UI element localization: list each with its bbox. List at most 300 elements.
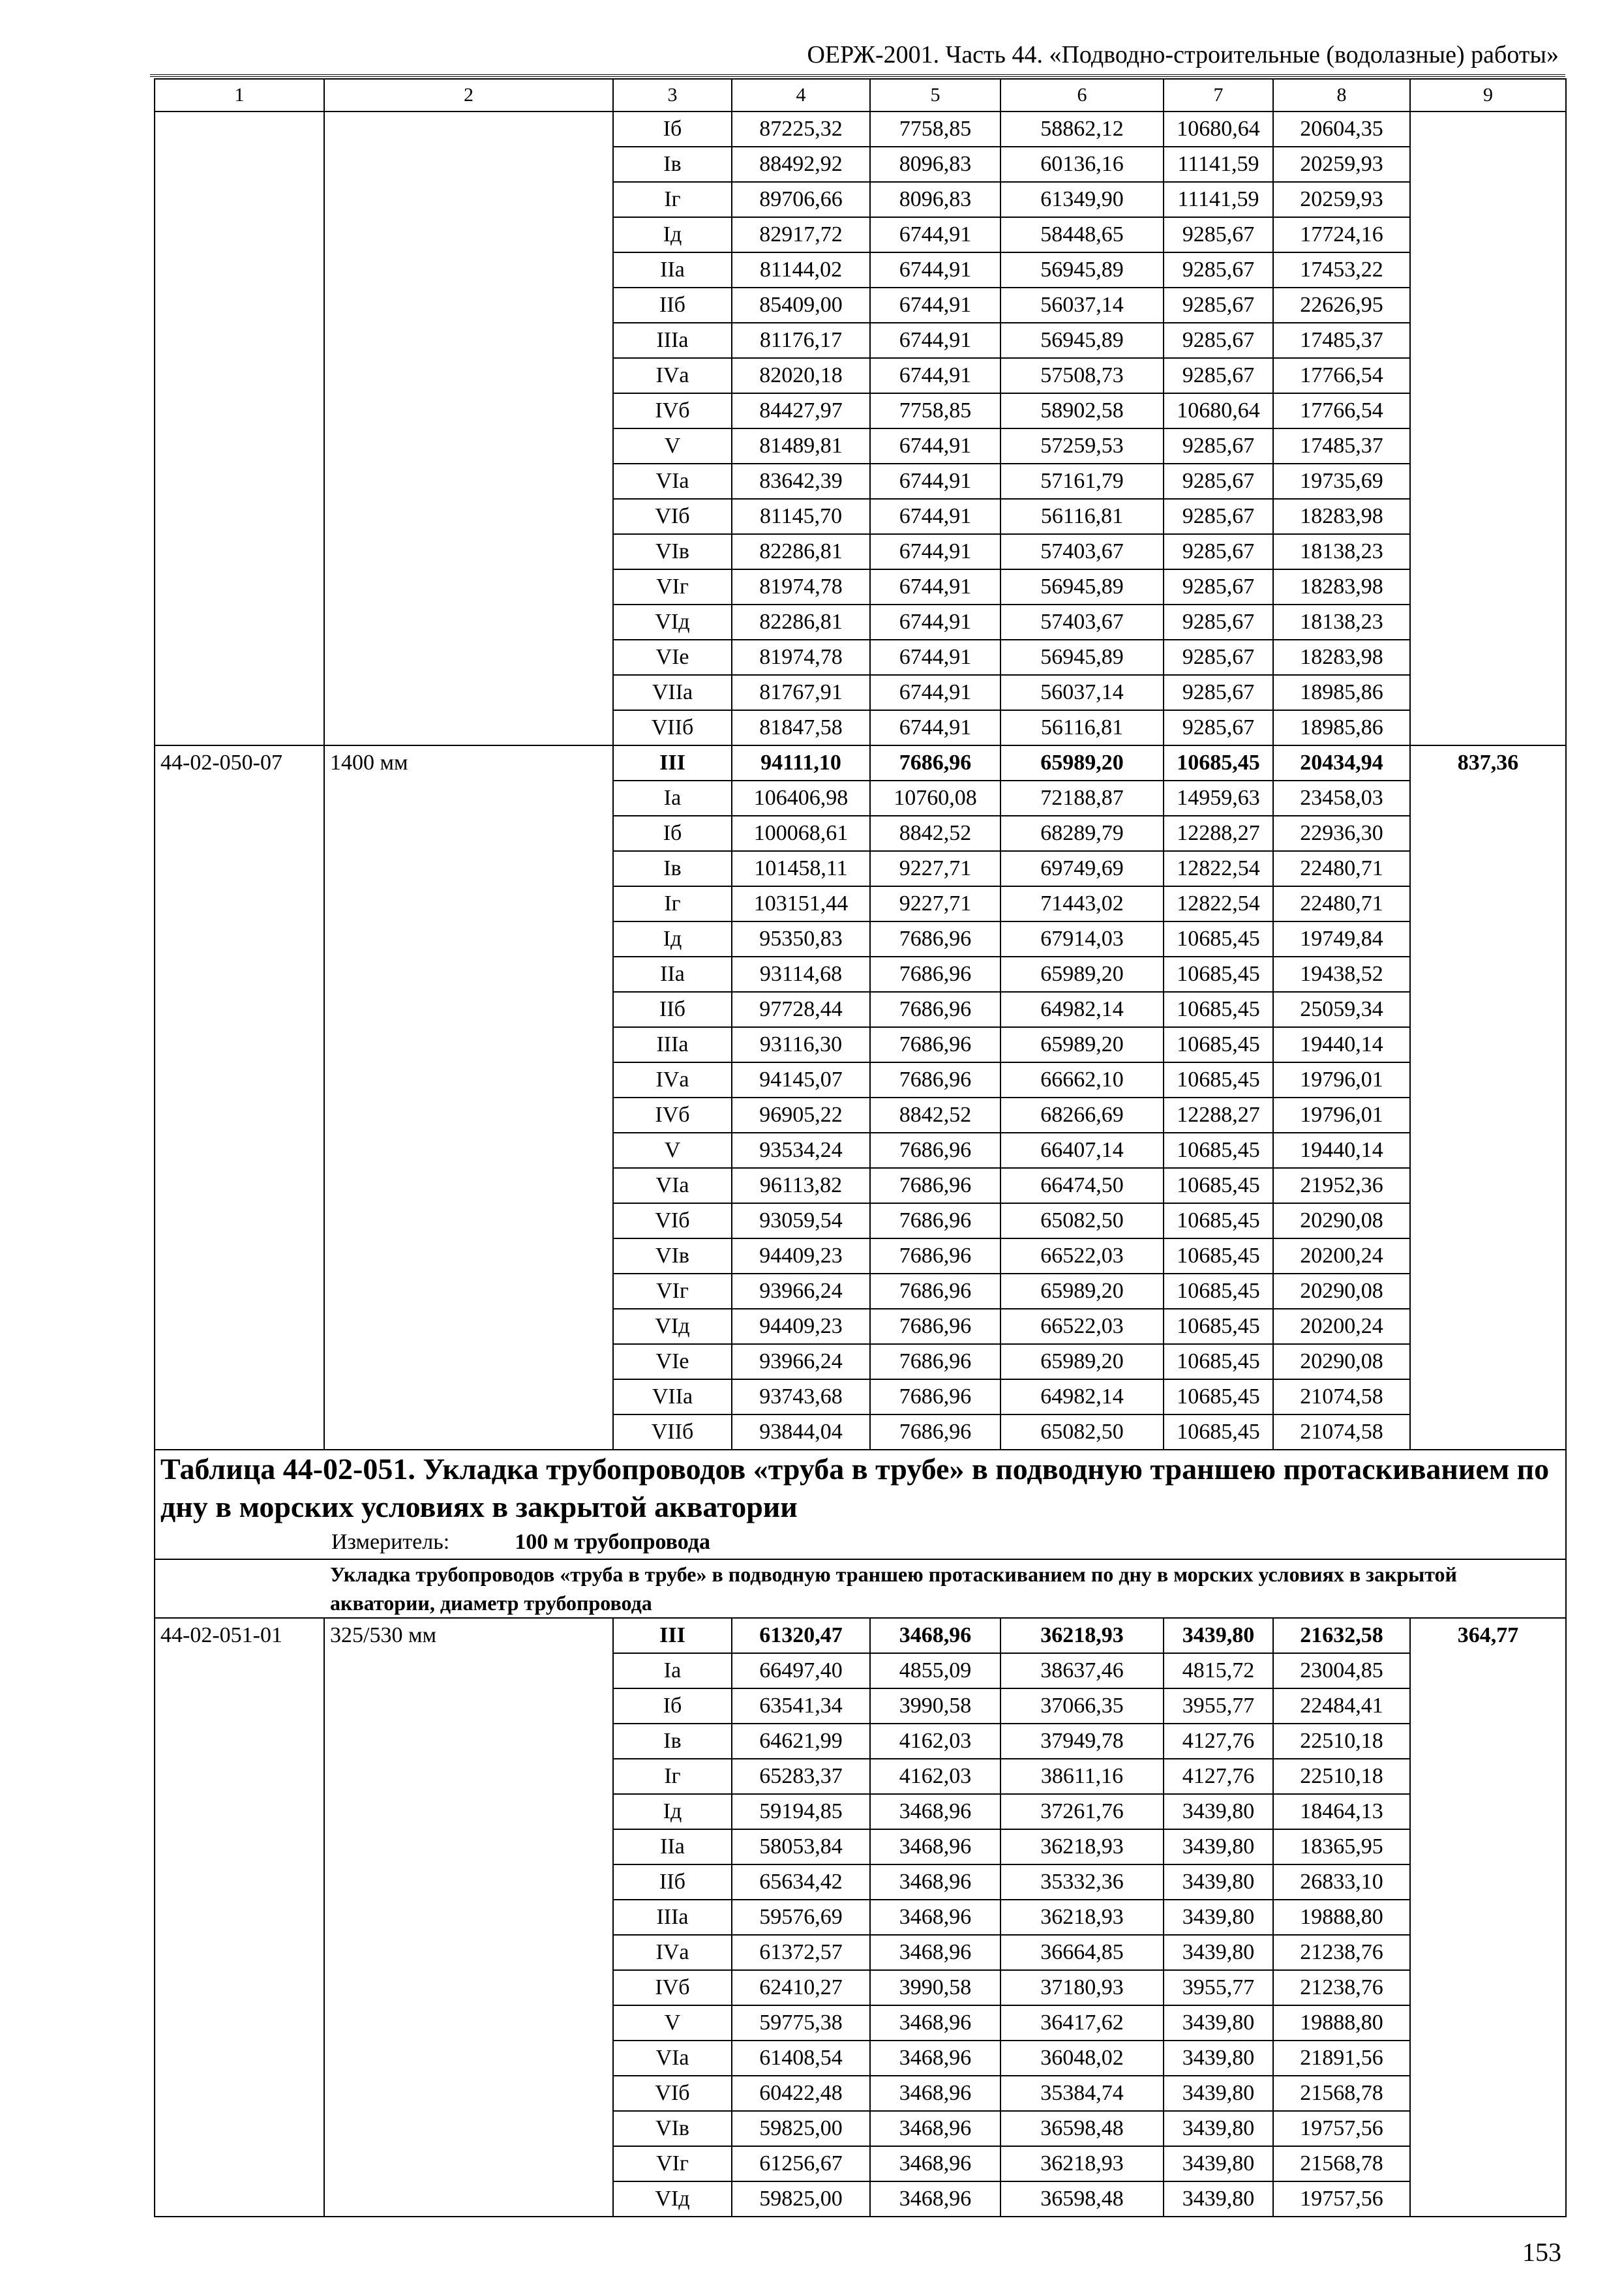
- table-row: [155, 112, 1566, 147]
- column-number: 2: [324, 79, 613, 112]
- value-cell: 68266,69: [1000, 1098, 1164, 1133]
- zone-class: VIд: [613, 2181, 732, 2217]
- value-cell: 10685,45: [1164, 1414, 1273, 1450]
- zone-class: IVб: [613, 1098, 732, 1133]
- value-cell: 18985,86: [1273, 710, 1410, 745]
- value-cell: 103151,44: [732, 886, 870, 921]
- value-cell: 9285,67: [1164, 323, 1273, 358]
- value-cell: 6744,91: [870, 288, 1000, 323]
- value-cell: 56037,14: [1000, 675, 1164, 710]
- value-cell: 64982,14: [1000, 992, 1164, 1027]
- value-cell: 59825,00: [732, 2181, 870, 2217]
- value-cell: 3468,96: [870, 2076, 1000, 2111]
- value-cell: 56945,89: [1000, 323, 1164, 358]
- value-cell: 21074,58: [1273, 1414, 1410, 1450]
- value-cell: 3439,80: [1164, 1794, 1273, 1829]
- zone-class: Iа: [613, 1653, 732, 1688]
- value-cell: 18283,98: [1273, 569, 1410, 605]
- value-cell: 3468,96: [870, 1864, 1000, 1900]
- zone-class: IVа: [613, 1062, 732, 1098]
- zone-class: Iг: [613, 182, 732, 217]
- labor-norm: 837,36: [1410, 745, 1566, 1450]
- value-cell: 36218,93: [1000, 2146, 1164, 2181]
- value-cell: 37066,35: [1000, 1688, 1164, 1724]
- value-cell: 17766,54: [1273, 393, 1410, 428]
- zone-class: VIг: [613, 2146, 732, 2181]
- value-cell: 3468,96: [870, 2041, 1000, 2076]
- value-cell: 10685,45: [1164, 1133, 1273, 1168]
- value-cell: 66522,03: [1000, 1309, 1164, 1344]
- value-cell: 22484,41: [1273, 1688, 1410, 1724]
- value-cell: 59825,00: [732, 2111, 870, 2146]
- zone-class: Iа: [613, 781, 732, 816]
- value-cell: 17453,22: [1273, 252, 1410, 288]
- zone-class: Iв: [613, 851, 732, 886]
- value-cell: 82286,81: [732, 534, 870, 569]
- value-cell: 64982,14: [1000, 1379, 1164, 1414]
- zone-class: VIг: [613, 569, 732, 605]
- work-description: Укладка трубопроводов «труба в трубе» в подводную траншею протаскиванием по дну в морских условиях в закрытой акватории, диаметр трубопровода: [330, 1563, 1457, 1615]
- value-cell: 19749,84: [1273, 921, 1410, 957]
- row-name: [324, 112, 613, 745]
- value-cell: 21891,56: [1273, 2041, 1410, 2076]
- value-cell: 81974,78: [732, 640, 870, 675]
- zone-class: VIа: [613, 1168, 732, 1203]
- price-table: [154, 78, 1567, 2217]
- value-cell: 4162,03: [870, 1759, 1000, 1794]
- zone-class: III: [613, 745, 732, 781]
- value-cell: 94111,10: [732, 745, 870, 781]
- value-cell: 8842,52: [870, 816, 1000, 851]
- value-cell: 20259,93: [1273, 147, 1410, 182]
- value-cell: 3468,96: [870, 1935, 1000, 1970]
- column-number: 4: [732, 79, 870, 112]
- value-cell: 93966,24: [732, 1274, 870, 1309]
- zone-class: VIе: [613, 640, 732, 675]
- value-cell: 81767,91: [732, 675, 870, 710]
- value-cell: 7686,96: [870, 1203, 1000, 1238]
- value-cell: 100068,61: [732, 816, 870, 851]
- value-cell: 3468,96: [870, 2181, 1000, 2217]
- value-cell: 21238,76: [1273, 1935, 1410, 1970]
- value-cell: 36598,48: [1000, 2111, 1164, 2146]
- value-cell: 6744,91: [870, 358, 1000, 393]
- value-cell: 10685,45: [1164, 992, 1273, 1027]
- value-cell: 10680,64: [1164, 112, 1273, 147]
- value-cell: 57161,79: [1000, 464, 1164, 499]
- labor-norm: [1410, 112, 1566, 745]
- value-cell: 56116,81: [1000, 710, 1164, 745]
- value-cell: 58902,58: [1000, 393, 1164, 428]
- value-cell: 3468,96: [870, 2111, 1000, 2146]
- value-cell: 72188,87: [1000, 781, 1164, 816]
- zone-class: VIб: [613, 1203, 732, 1238]
- value-cell: 18138,23: [1273, 534, 1410, 569]
- value-cell: 19757,56: [1273, 2181, 1410, 2217]
- zone-class: VIа: [613, 2041, 732, 2076]
- zone-class: VIв: [613, 2111, 732, 2146]
- row-name: 1400 мм: [324, 745, 613, 1450]
- value-cell: 18283,98: [1273, 640, 1410, 675]
- value-cell: 59194,85: [732, 1794, 870, 1829]
- table-title: Таблица 44-02-051. Укладка трубопроводов «труба в трубе» в подводную траншею протаскиванием по дну в морских условиях в закрытой акватории: [160, 1452, 1550, 1523]
- value-cell: 85409,00: [732, 288, 870, 323]
- table-title-cell: [155, 1450, 1566, 1559]
- value-cell: 94409,23: [732, 1238, 870, 1274]
- value-cell: 6744,91: [870, 428, 1000, 464]
- value-cell: 9285,67: [1164, 252, 1273, 288]
- value-cell: 20290,08: [1273, 1203, 1410, 1238]
- value-cell: 64621,99: [732, 1724, 870, 1759]
- value-cell: 67914,03: [1000, 921, 1164, 957]
- value-cell: 37261,76: [1000, 1794, 1164, 1829]
- value-cell: 7686,96: [870, 1309, 1000, 1344]
- value-cell: 10685,45: [1164, 957, 1273, 992]
- value-cell: 7758,85: [870, 112, 1000, 147]
- value-cell: 93059,54: [732, 1203, 870, 1238]
- value-cell: 22626,95: [1273, 288, 1410, 323]
- value-cell: 6744,91: [870, 217, 1000, 252]
- value-cell: 93844,04: [732, 1414, 870, 1450]
- value-cell: 9285,67: [1164, 534, 1273, 569]
- value-cell: 58862,12: [1000, 112, 1164, 147]
- value-cell: 65989,20: [1000, 1274, 1164, 1309]
- value-cell: 61408,54: [732, 2041, 870, 2076]
- value-cell: 10685,45: [1164, 1238, 1273, 1274]
- value-cell: 3439,80: [1164, 2076, 1273, 2111]
- value-cell: 35384,74: [1000, 2076, 1164, 2111]
- value-cell: 93116,30: [732, 1027, 870, 1062]
- value-cell: 6744,91: [870, 675, 1000, 710]
- table-title-row: [155, 1450, 1566, 1559]
- value-cell: 87225,32: [732, 112, 870, 147]
- table-row: [155, 745, 1566, 781]
- zone-class: V: [613, 1133, 732, 1168]
- value-cell: 10680,64: [1164, 393, 1273, 428]
- value-cell: 12822,54: [1164, 851, 1273, 886]
- value-cell: 56037,14: [1000, 288, 1164, 323]
- value-cell: 22480,71: [1273, 851, 1410, 886]
- value-cell: 63541,34: [732, 1688, 870, 1724]
- value-cell: 56116,81: [1000, 499, 1164, 534]
- zone-class: IIа: [613, 1829, 732, 1864]
- value-cell: 65989,20: [1000, 745, 1164, 781]
- value-cell: 36218,93: [1000, 1829, 1164, 1864]
- value-cell: 6744,91: [870, 252, 1000, 288]
- value-cell: 61372,57: [732, 1935, 870, 1970]
- page-number: 153: [1522, 2237, 1561, 2267]
- value-cell: 21074,58: [1273, 1379, 1410, 1414]
- value-cell: 9285,67: [1164, 605, 1273, 640]
- value-cell: 81489,81: [732, 428, 870, 464]
- value-cell: 26833,10: [1273, 1864, 1410, 1900]
- value-cell: 101458,11: [732, 851, 870, 886]
- value-cell: 10685,45: [1164, 921, 1273, 957]
- value-cell: 94409,23: [732, 1309, 870, 1344]
- column-number: 6: [1000, 79, 1164, 112]
- zone-class: IIIа: [613, 1900, 732, 1935]
- zone-class: Iд: [613, 1794, 732, 1829]
- value-cell: 12822,54: [1164, 886, 1273, 921]
- value-cell: 3439,80: [1164, 2181, 1273, 2217]
- value-cell: 19438,52: [1273, 957, 1410, 992]
- value-cell: 81176,17: [732, 323, 870, 358]
- description-row: [155, 1559, 1566, 1618]
- value-cell: 7686,96: [870, 1027, 1000, 1062]
- value-cell: 93534,24: [732, 1133, 870, 1168]
- value-cell: 3439,80: [1164, 1864, 1273, 1900]
- row-code: 44-02-050-07: [155, 745, 324, 1450]
- zone-class: Iб: [613, 112, 732, 147]
- value-cell: 21568,78: [1273, 2076, 1410, 2111]
- value-cell: 8096,83: [870, 182, 1000, 217]
- value-cell: 36664,85: [1000, 1935, 1164, 1970]
- value-cell: 14959,63: [1164, 781, 1273, 816]
- value-cell: 58053,84: [732, 1829, 870, 1864]
- value-cell: 97728,44: [732, 992, 870, 1027]
- value-cell: 65989,20: [1000, 1027, 1164, 1062]
- value-cell: 65082,50: [1000, 1414, 1164, 1450]
- value-cell: 3990,58: [870, 1970, 1000, 2005]
- value-cell: 66522,03: [1000, 1238, 1164, 1274]
- value-cell: 56945,89: [1000, 252, 1164, 288]
- measure-label: Измеритель:: [331, 1530, 450, 1554]
- value-cell: 7686,96: [870, 1379, 1000, 1414]
- value-cell: 66497,40: [732, 1653, 870, 1688]
- value-cell: 4815,72: [1164, 1653, 1273, 1688]
- value-cell: 7686,96: [870, 1274, 1000, 1309]
- value-cell: 6744,91: [870, 605, 1000, 640]
- zone-class: IIа: [613, 252, 732, 288]
- zone-class: VIв: [613, 534, 732, 569]
- value-cell: 88492,92: [732, 147, 870, 182]
- column-number: 9: [1410, 79, 1566, 112]
- column-number: 1: [155, 79, 324, 112]
- zone-class: IIIа: [613, 323, 732, 358]
- value-cell: 18365,95: [1273, 1829, 1410, 1864]
- value-cell: 58448,65: [1000, 217, 1164, 252]
- zone-class: VIIб: [613, 1414, 732, 1450]
- value-cell: 9285,67: [1164, 288, 1273, 323]
- value-cell: 82020,18: [732, 358, 870, 393]
- value-cell: 66474,50: [1000, 1168, 1164, 1203]
- value-cell: 37180,93: [1000, 1970, 1164, 2005]
- measure-value: 100 м трубопровода: [515, 1530, 711, 1554]
- value-cell: 38611,16: [1000, 1759, 1164, 1794]
- zone-class: VIIа: [613, 675, 732, 710]
- value-cell: 3439,80: [1164, 2005, 1273, 2041]
- value-cell: 10685,45: [1164, 1379, 1273, 1414]
- value-cell: 17724,16: [1273, 217, 1410, 252]
- value-cell: 22510,18: [1273, 1724, 1410, 1759]
- row-code: 44-02-051-01: [155, 1618, 324, 2217]
- value-cell: 19796,01: [1273, 1062, 1410, 1098]
- value-cell: 61320,47: [732, 1618, 870, 1653]
- table-row: [155, 1618, 1566, 1653]
- value-cell: 9285,67: [1164, 428, 1273, 464]
- value-cell: 3439,80: [1164, 2146, 1273, 2181]
- value-cell: 20290,08: [1273, 1344, 1410, 1379]
- zone-class: IVб: [613, 1970, 732, 2005]
- value-cell: 19440,14: [1273, 1133, 1410, 1168]
- value-cell: 3990,58: [870, 1688, 1000, 1724]
- value-cell: 65283,37: [732, 1759, 870, 1794]
- value-cell: 20290,08: [1273, 1274, 1410, 1309]
- value-cell: 93966,24: [732, 1344, 870, 1379]
- value-cell: 3439,80: [1164, 2041, 1273, 2076]
- value-cell: 94145,07: [732, 1062, 870, 1098]
- value-cell: 4855,09: [870, 1653, 1000, 1688]
- value-cell: 57259,53: [1000, 428, 1164, 464]
- value-cell: 60136,16: [1000, 147, 1164, 182]
- column-number-row: [155, 79, 1566, 112]
- value-cell: 10685,45: [1164, 1203, 1273, 1238]
- zone-class: VIд: [613, 1309, 732, 1344]
- value-cell: 20604,35: [1273, 112, 1410, 147]
- value-cell: 3468,96: [870, 1794, 1000, 1829]
- value-cell: 3955,77: [1164, 1970, 1273, 2005]
- value-cell: 3439,80: [1164, 1935, 1273, 1970]
- value-cell: 21632,58: [1273, 1618, 1410, 1653]
- value-cell: 9285,67: [1164, 499, 1273, 534]
- value-cell: 9227,71: [870, 851, 1000, 886]
- value-cell: 23458,03: [1273, 781, 1410, 816]
- value-cell: 23004,85: [1273, 1653, 1410, 1688]
- value-cell: 69749,69: [1000, 851, 1164, 886]
- value-cell: 7686,96: [870, 992, 1000, 1027]
- value-cell: 25059,34: [1273, 992, 1410, 1027]
- value-cell: 82286,81: [732, 605, 870, 640]
- value-cell: 6744,91: [870, 323, 1000, 358]
- value-cell: 81144,02: [732, 252, 870, 288]
- value-cell: 62410,27: [732, 1970, 870, 2005]
- value-cell: 37949,78: [1000, 1724, 1164, 1759]
- description-cell: [155, 1559, 1566, 1618]
- value-cell: 21952,36: [1273, 1168, 1410, 1203]
- running-header: [150, 38, 1565, 77]
- row-name: 325/530 мм: [324, 1618, 613, 2217]
- value-cell: 36218,93: [1000, 1618, 1164, 1653]
- value-cell: 18283,98: [1273, 499, 1410, 534]
- value-cell: 106406,98: [732, 781, 870, 816]
- value-cell: 66407,14: [1000, 1133, 1164, 1168]
- value-cell: 36598,48: [1000, 2181, 1164, 2217]
- value-cell: 18985,86: [1273, 675, 1410, 710]
- value-cell: 65989,20: [1000, 957, 1164, 992]
- value-cell: 36417,62: [1000, 2005, 1164, 2041]
- value-cell: 4162,03: [870, 1724, 1000, 1759]
- value-cell: 11141,59: [1164, 182, 1273, 217]
- column-number: 7: [1164, 79, 1273, 112]
- price-table-body: [155, 79, 1566, 2217]
- value-cell: 10685,45: [1164, 1344, 1273, 1379]
- value-cell: 21568,78: [1273, 2146, 1410, 2181]
- value-cell: 17766,54: [1273, 358, 1410, 393]
- zone-class: Iд: [613, 217, 732, 252]
- zone-class: III: [613, 1618, 732, 1653]
- zone-class: Iб: [613, 1688, 732, 1724]
- value-cell: 7686,96: [870, 1062, 1000, 1098]
- zone-class: Iг: [613, 886, 732, 921]
- value-cell: 3468,96: [870, 1900, 1000, 1935]
- zone-class: IIа: [613, 957, 732, 992]
- value-cell: 93743,68: [732, 1379, 870, 1414]
- value-cell: 17485,37: [1273, 428, 1410, 464]
- value-cell: 12288,27: [1164, 1098, 1273, 1133]
- column-number: 3: [613, 79, 732, 112]
- value-cell: 4127,76: [1164, 1724, 1273, 1759]
- value-cell: 19735,69: [1273, 464, 1410, 499]
- value-cell: 9285,67: [1164, 710, 1273, 745]
- value-cell: 9285,67: [1164, 569, 1273, 605]
- value-cell: 20259,93: [1273, 182, 1410, 217]
- labor-norm: 364,77: [1410, 1618, 1566, 2217]
- value-cell: 36218,93: [1000, 1900, 1164, 1935]
- value-cell: 84427,97: [732, 393, 870, 428]
- value-cell: 59576,69: [732, 1900, 870, 1935]
- value-cell: 7686,96: [870, 1168, 1000, 1203]
- value-cell: 7686,96: [870, 1133, 1000, 1168]
- measure-line: [160, 1526, 1560, 1559]
- value-cell: 6744,91: [870, 640, 1000, 675]
- value-cell: 89706,66: [732, 182, 870, 217]
- zone-class: VIд: [613, 605, 732, 640]
- zone-class: VIб: [613, 2076, 732, 2111]
- value-cell: 60422,48: [732, 2076, 870, 2111]
- value-cell: 19796,01: [1273, 1098, 1410, 1133]
- value-cell: 10685,45: [1164, 1274, 1273, 1309]
- value-cell: 10685,45: [1164, 1309, 1273, 1344]
- value-cell: 20200,24: [1273, 1309, 1410, 1344]
- zone-class: V: [613, 428, 732, 464]
- value-cell: 38637,46: [1000, 1653, 1164, 1688]
- value-cell: 82917,72: [732, 217, 870, 252]
- zone-class: Iг: [613, 1759, 732, 1794]
- zone-class: VIв: [613, 1238, 732, 1274]
- value-cell: 57508,73: [1000, 358, 1164, 393]
- value-cell: 7686,96: [870, 921, 1000, 957]
- zone-class: IVа: [613, 358, 732, 393]
- value-cell: 93114,68: [732, 957, 870, 992]
- value-cell: 56945,89: [1000, 569, 1164, 605]
- value-cell: 96113,82: [732, 1168, 870, 1203]
- value-cell: 3439,80: [1164, 1829, 1273, 1864]
- value-cell: 3439,80: [1164, 1900, 1273, 1935]
- value-cell: 9285,67: [1164, 464, 1273, 499]
- column-number: 8: [1273, 79, 1410, 112]
- value-cell: 3468,96: [870, 1829, 1000, 1864]
- value-cell: 6744,91: [870, 569, 1000, 605]
- value-cell: 7686,96: [870, 1414, 1000, 1450]
- running-header-title: ОЕРЖ-2001. Часть 44. «Подводно-строительные (водолазные) работы»: [807, 41, 1559, 68]
- value-cell: 6744,91: [870, 499, 1000, 534]
- value-cell: 19888,80: [1273, 1900, 1410, 1935]
- value-cell: 10685,45: [1164, 1027, 1273, 1062]
- zone-class: IVа: [613, 1935, 732, 1970]
- zone-class: VIе: [613, 1344, 732, 1379]
- value-cell: 81145,70: [732, 499, 870, 534]
- zone-class: V: [613, 2005, 732, 2041]
- value-cell: 61349,90: [1000, 182, 1164, 217]
- value-cell: 19757,56: [1273, 2111, 1410, 2146]
- value-cell: 22510,18: [1273, 1759, 1410, 1794]
- value-cell: 10685,45: [1164, 745, 1273, 781]
- value-cell: 19440,14: [1273, 1027, 1410, 1062]
- value-cell: 65634,42: [732, 1864, 870, 1900]
- value-cell: 6744,91: [870, 534, 1000, 569]
- value-cell: 10685,45: [1164, 1168, 1273, 1203]
- value-cell: 9285,67: [1164, 358, 1273, 393]
